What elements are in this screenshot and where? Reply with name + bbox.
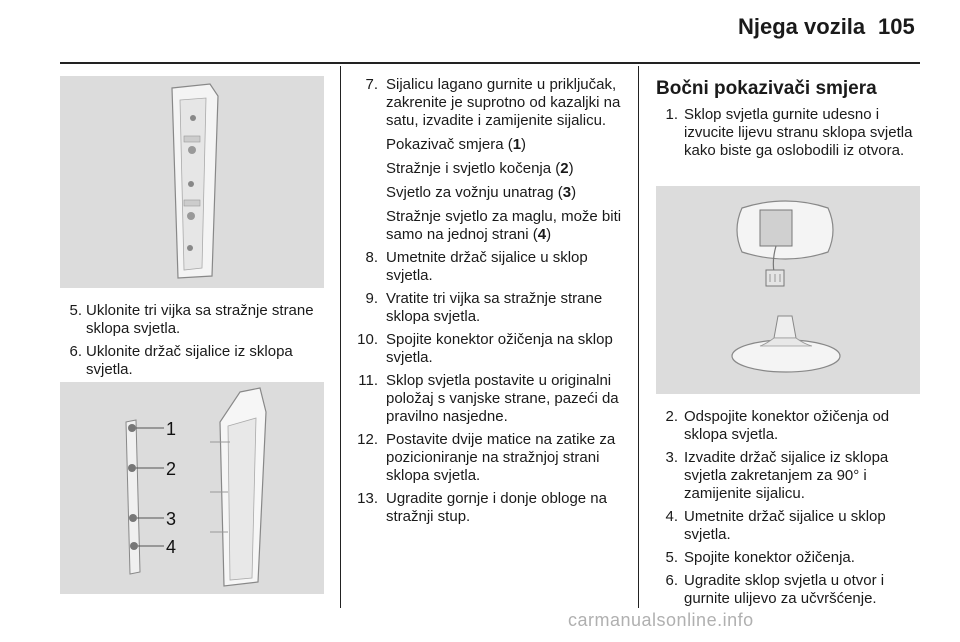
bulb-type-3: Svjetlo za vožnju unatrag (3) xyxy=(386,184,577,201)
tail-lamp-back-illustration xyxy=(60,76,324,288)
figure-bulb-holder xyxy=(60,382,324,594)
callout-label-3: 3 xyxy=(166,509,177,529)
callout-label-4: 4 xyxy=(166,537,177,557)
right-step-1 xyxy=(664,106,920,165)
page-title: Njega vozila xyxy=(738,14,866,39)
bulb-holder-illustration xyxy=(60,382,324,594)
column-divider-1 xyxy=(340,66,341,608)
list-item: 10. Spojite konektor ožičenja na sklop svjetla. xyxy=(357,331,613,366)
list-item: 3. Izvadite držač sijalice iz sklopa svjetla zakretanjem za 90° i zamijenite sijalicu. xyxy=(665,449,889,502)
list-item: 9. Vratite tri vijka sa stražnje strane sklopa svjetla. xyxy=(365,290,603,325)
callout-label-1: 1 xyxy=(166,419,177,439)
bulb-type-4: Stražnje svjetlo za maglu, može biti samo na jednoj strani (4) xyxy=(386,208,622,243)
header-rule xyxy=(60,62,920,64)
left-steps xyxy=(62,302,324,384)
list-item: 11. Sklop svjetla postavite u originalni položaj s vanjske strane, pazeći da pravilno nasjedne. xyxy=(358,372,619,425)
list-item: 5. Spojite konektor ožičenja. xyxy=(665,549,855,566)
figure-tail-lamp-back xyxy=(60,76,324,288)
column-divider-2 xyxy=(638,66,639,608)
list-item: 6. Uklonite držač sijalice iz sklopa svjetla. xyxy=(69,343,293,378)
section-title: Bočni pokazivači smjera xyxy=(656,78,877,99)
figure-side-indicator xyxy=(656,186,920,394)
list-item: 2. Odspojite konektor ožičenja od sklopa svjetla. xyxy=(665,408,890,443)
right-steps xyxy=(664,408,920,613)
list-item: 8. Umetnite držač sijalice u sklop svjetla. xyxy=(365,249,588,284)
page-number: 105 xyxy=(878,14,915,39)
list-item: 1. Sklop svjetla gurnite udesno i izvucite lijevu stranu sklopa svjetla kako biste ga oslobodili iz otvora. xyxy=(665,106,913,159)
list-item: 4. Umetnite držač sijalice u sklop svjetla. xyxy=(665,508,886,543)
list-item: 6. Ugradite sklop svjetla u otvor i gurnite ulijevo za učvršćenje. xyxy=(665,572,885,607)
watermark: carmanualsonline.info xyxy=(568,610,754,630)
list-item: 12. Postavite dvije matice na zatike za pozicioniranje na stražnjoj strani sklopa svjetla. xyxy=(357,431,616,484)
bulb-type-2: Stražnje i svjetlo kočenja (2) xyxy=(386,160,574,177)
bulb-type-1: Pokazivač smjera (1) xyxy=(386,136,527,153)
middle-steps xyxy=(356,76,626,531)
list-item: 7. Sijalicu lagano gurnite u priključak, zakrenite je suprotno od kazaljki na satu, izvadite i zamijenite sijalicu. Pokazivač smjera (1) Stražnje i svjetlo kočenja (2) Svjetlo za vožnju unatrag (3) Stražnje svjetlo za maglu, može biti samo na jednoj strani (4) xyxy=(356,76,626,244)
list-item: 5. Uklonite tri vijka sa stražnje strane sklopa svjetla. xyxy=(69,302,314,337)
list-item: 13. Ugradite gornje i donje obloge na stražnji stup. xyxy=(357,490,607,525)
side-indicator-illustration xyxy=(656,186,920,394)
callout-label-2: 2 xyxy=(166,459,177,479)
